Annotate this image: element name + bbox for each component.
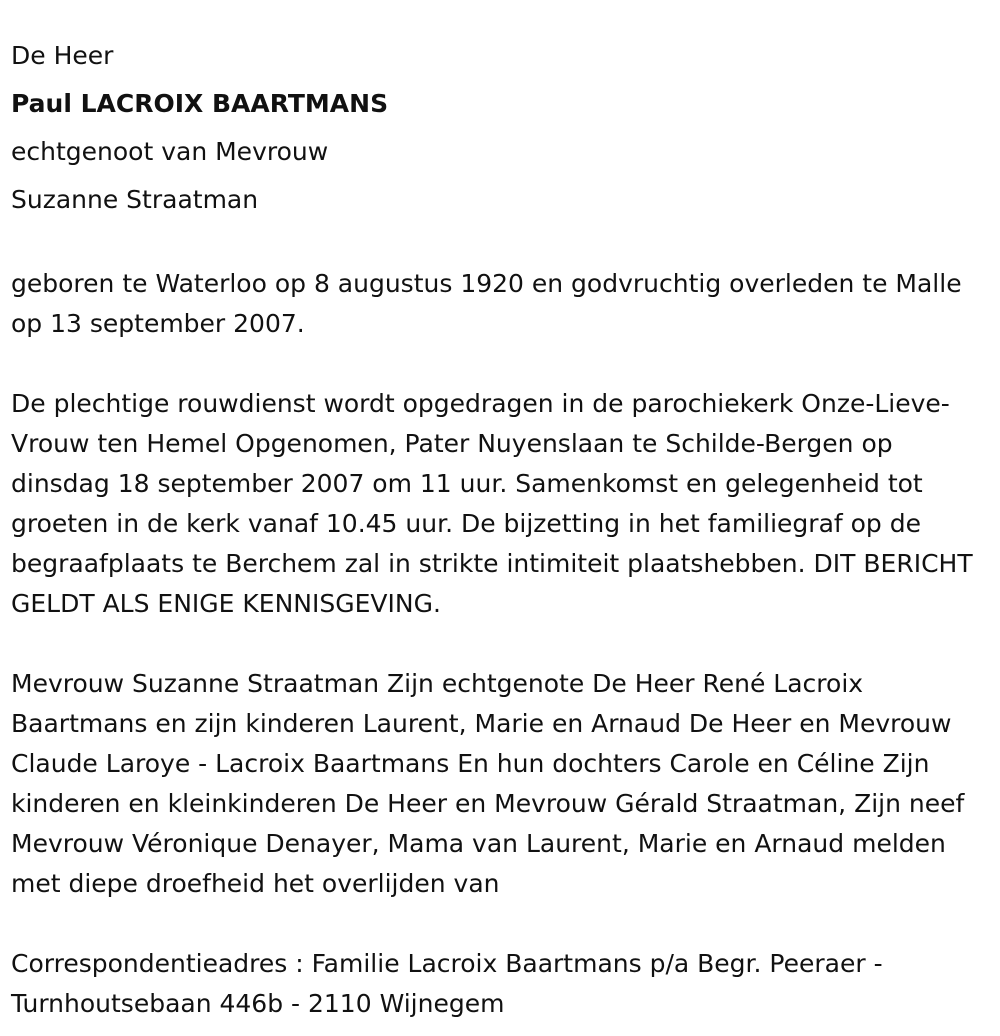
funeral-service-paragraph: De plechtige rouwdienst wordt opgedragen in de parochiekerk Onze-Lieve-Vrouw ten Hemel Opgenomen, Pater Nuyenslaan te Schilde-Bergen op dinsdag 18 september 2007 om 11 uur. Samenkomst en gelegenheid tot groeten in de kerk vanaf 10.45 uur. De bijzetting in het familiegraf op de begraafplaats te Berchem zal in strikte intimiteit plaatshebben. DIT BERICHT GELDT ALS ENIGE KENNISGEVING. xyxy=(11,389,973,618)
correspondence-address: Correspondentieadres : Familie Lacroix Baartmans p/a Begr. Peeraer - Turnhoutsebaan 446b - 2110 Wijnegem xyxy=(11,949,883,1018)
spouse-name: Suzanne Straatman xyxy=(11,185,259,214)
title-line: De Heer xyxy=(11,41,114,70)
family-paragraph: Mevrouw Suzanne Straatman Zijn echtgenote De Heer René Lacroix Baartmans en zijn kinderen Laurent, Marie en Arnaud De Heer en Mevrouw Claude Laroye - Lacroix Baartmans En hun dochters Carole en Céline Zijn kinderen en kleinkinderen De Heer en Mevrouw Gérald Straatman, Zijn neef Mevrouw Véronique Denayer, Mama van Laurent, Marie en Arnaud melden met diepe droefheid het overlijden van xyxy=(11,669,965,898)
obituary-document xyxy=(11,0,981,1024)
obituary-header xyxy=(11,0,981,224)
deceased-name: Paul LACROIX BAARTMANS xyxy=(11,89,389,118)
birth-death-paragraph: geboren te Waterloo op 8 augustus 1920 en godvruchtig overleden te Malle op 13 september 2007. xyxy=(11,269,962,338)
spouse-line: echtgenoot van Mevrouw xyxy=(11,137,329,166)
